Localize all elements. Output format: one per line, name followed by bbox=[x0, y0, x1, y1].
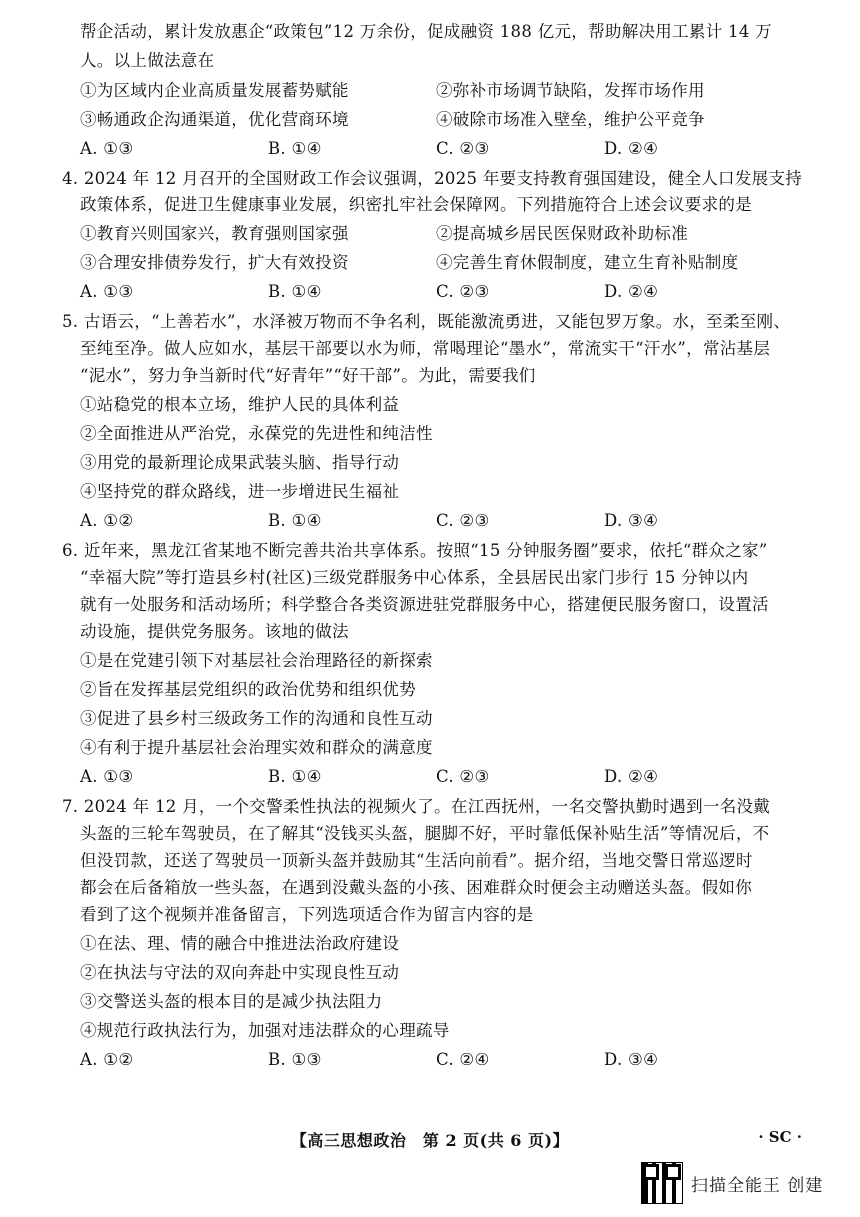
question-4-statement-4: ④完善生育休假制度，建立生育补贴制度 bbox=[436, 253, 739, 272]
question-7-text-line-3: 但没罚款，还送了驾驶员一顶新头盔并鼓励其“生活向前看”。据介绍，当地交警日常巡逻时 bbox=[80, 851, 753, 870]
question-6-option-a: A. ①③ bbox=[80, 767, 134, 786]
question-5-statement-3: ③用党的最新理论成果武装头脑、指导行动 bbox=[80, 453, 400, 472]
question-4-text-line-2: 政策体系，促进卫生健康事业发展，织密扎牢社会保障网。下列措施符合上述会议要求的是 bbox=[80, 195, 752, 214]
question-5-statement-4: ④坚持党的群众路线，进一步增进民生福祉 bbox=[80, 482, 400, 501]
question-4-statement-2: ②提高城乡居民医保财政补助标准 bbox=[436, 224, 688, 243]
question-7-option-a: A. ①② bbox=[80, 1050, 134, 1069]
question-5-text-line-2: 至纯至净。做人应如水，基层干部要以水为师，常喝理论“墨水”，常流实干“汗水”，常沾基层 bbox=[80, 339, 771, 358]
question-3-statement-3: ③畅通政企沟通渠道，优化营商环境 bbox=[80, 110, 349, 129]
question-7-text-line-4: 都会在后备箱放一些头盔，在遇到没戴头盔的小孩、困难群众时便会主动赠送头盔。假如你 bbox=[80, 878, 752, 897]
question-6-option-d: D. ②④ bbox=[604, 767, 659, 786]
question-7-statement-1: ①在法、理、情的融合中推进法治政府建设 bbox=[80, 934, 400, 953]
question-4-text-line-1: 4. 2024 年 12 月召开的全国财政工作会议强调，2025 年要支持教育强国建设，健全人口发展支持 bbox=[62, 169, 803, 188]
question-5-option-c: C. ②③ bbox=[436, 511, 490, 530]
question-5-option-a: A. ①② bbox=[80, 511, 134, 530]
question-7-option-b: B. ①③ bbox=[268, 1050, 322, 1069]
scanner-watermark bbox=[641, 1160, 841, 1204]
footer-page-info: 【高三思想政治 第 2 页(共 6 页)】 bbox=[290, 1131, 570, 1150]
question-3-option-b: B. ①④ bbox=[268, 139, 322, 158]
question-7-option-c: C. ②④ bbox=[436, 1050, 490, 1069]
footer-code: · SC · bbox=[758, 1128, 802, 1146]
question-6-text-line-3: 就有一处服务和活动场所；科学整合各类资源进驻党群服务中心，搭建便民服务窗口，设置活 bbox=[80, 595, 769, 614]
qr-code-icon bbox=[641, 1162, 683, 1204]
question-3-option-c: C. ②③ bbox=[436, 139, 490, 158]
question-4-statement-1: ①教育兴则国家兴，教育强则国家强 bbox=[80, 224, 349, 243]
question-5-option-b: B. ①④ bbox=[268, 511, 322, 530]
question-7-text-line-2: 头盔的三轮车驾驶员，在了解其“没钱买头盔，腿脚不好，平时靠低保补贴生活”等情况后，不 bbox=[80, 824, 770, 843]
question-7-text-line-1: 7. 2024 年 12 月，一个交警柔性执法的视频火了。在江西抚州，一名交警执勤时遇到一名没戴 bbox=[62, 797, 771, 816]
question-4-option-a: A. ①③ bbox=[80, 282, 134, 301]
question-3-option-a: A. ①③ bbox=[80, 139, 134, 158]
question-5-text-line-3: “泥水”，努力争当新时代“好青年”“好干部”。为此，需要我们 bbox=[80, 366, 536, 385]
question-3-statement-1: ①为区域内企业高质量发展蓄势赋能 bbox=[80, 81, 349, 100]
question-7-statement-3: ③交警送头盔的根本目的是减少执法阻力 bbox=[80, 992, 383, 1011]
question-6-text-line-4: 动设施，提供党务服务。该地的做法 bbox=[80, 622, 349, 641]
question-7-text-line-5: 看到了这个视频并准备留言，下列选项适合作为留言内容的是 bbox=[80, 905, 534, 924]
question-7-statement-2: ②在执法与守法的双向奔赴中实现良性互动 bbox=[80, 963, 400, 982]
question-6-statement-2: ②旨在发挥基层党组织的政治优势和组织优势 bbox=[80, 680, 416, 699]
question-4-statement-3: ③合理安排债券发行，扩大有效投资 bbox=[80, 253, 349, 272]
question-3-statement-4: ④破除市场准入壁垒，维护公平竞争 bbox=[436, 110, 705, 129]
question-5-text-line-1: 5. 古语云，“上善若水”，水泽被万物而不争名利，既能激流勇进，又能包罗万象。水，至柔至刚、 bbox=[62, 312, 791, 331]
question-6-text-line-2: “幸福大院”等打造县乡村(社区)三级党群服务中心体系，全县居民出家门步行 15 分钟以内 bbox=[80, 568, 749, 587]
watermark-text: 扫描全能王 创建 bbox=[691, 1176, 824, 1196]
question-5-statement-2: ②全面推进从严治党，永葆党的先进性和纯洁性 bbox=[80, 424, 433, 443]
question-5-option-d: D. ③④ bbox=[604, 511, 659, 530]
page-footer bbox=[0, 1128, 860, 1152]
question-6-statement-4: ④有利于提升基层社会治理实效和群众的满意度 bbox=[80, 738, 433, 757]
question-6-option-c: C. ②③ bbox=[436, 767, 490, 786]
question-6-option-b: B. ①④ bbox=[268, 767, 322, 786]
question-5-statement-1: ①站稳党的根本立场，维护人民的具体利益 bbox=[80, 395, 400, 414]
question-7-statement-4: ④规范行政执法行为，加强对违法群众的心理疏导 bbox=[80, 1021, 450, 1040]
question-3-option-d: D. ②④ bbox=[604, 139, 659, 158]
question-7-option-d: D. ③④ bbox=[604, 1050, 659, 1069]
question-4-option-c: C. ②③ bbox=[436, 282, 490, 301]
question-6-statement-1: ①是在党建引领下对基层社会治理路径的新探索 bbox=[80, 651, 433, 670]
question-6-text-line-1: 6. 近年来，黑龙江省某地不断完善共治共享体系。按照“15 分钟服务圈”要求，依托“群众之家” bbox=[62, 541, 768, 560]
question-3-text-line-1: 帮企活动，累计发放惠企“政策包”12 万余份，促成融资 188 亿元，帮助解决用工累计 14 万 bbox=[80, 22, 772, 41]
question-3-text-line-2: 人。以上做法意在 bbox=[80, 51, 215, 70]
question-4-option-d: D. ②④ bbox=[604, 282, 659, 301]
question-3-statement-2: ②弥补市场调节缺陷，发挥市场作用 bbox=[436, 81, 705, 100]
question-6-statement-3: ③促进了县乡村三级政务工作的沟通和良性互动 bbox=[80, 709, 433, 728]
question-4-option-b: B. ①④ bbox=[268, 282, 322, 301]
